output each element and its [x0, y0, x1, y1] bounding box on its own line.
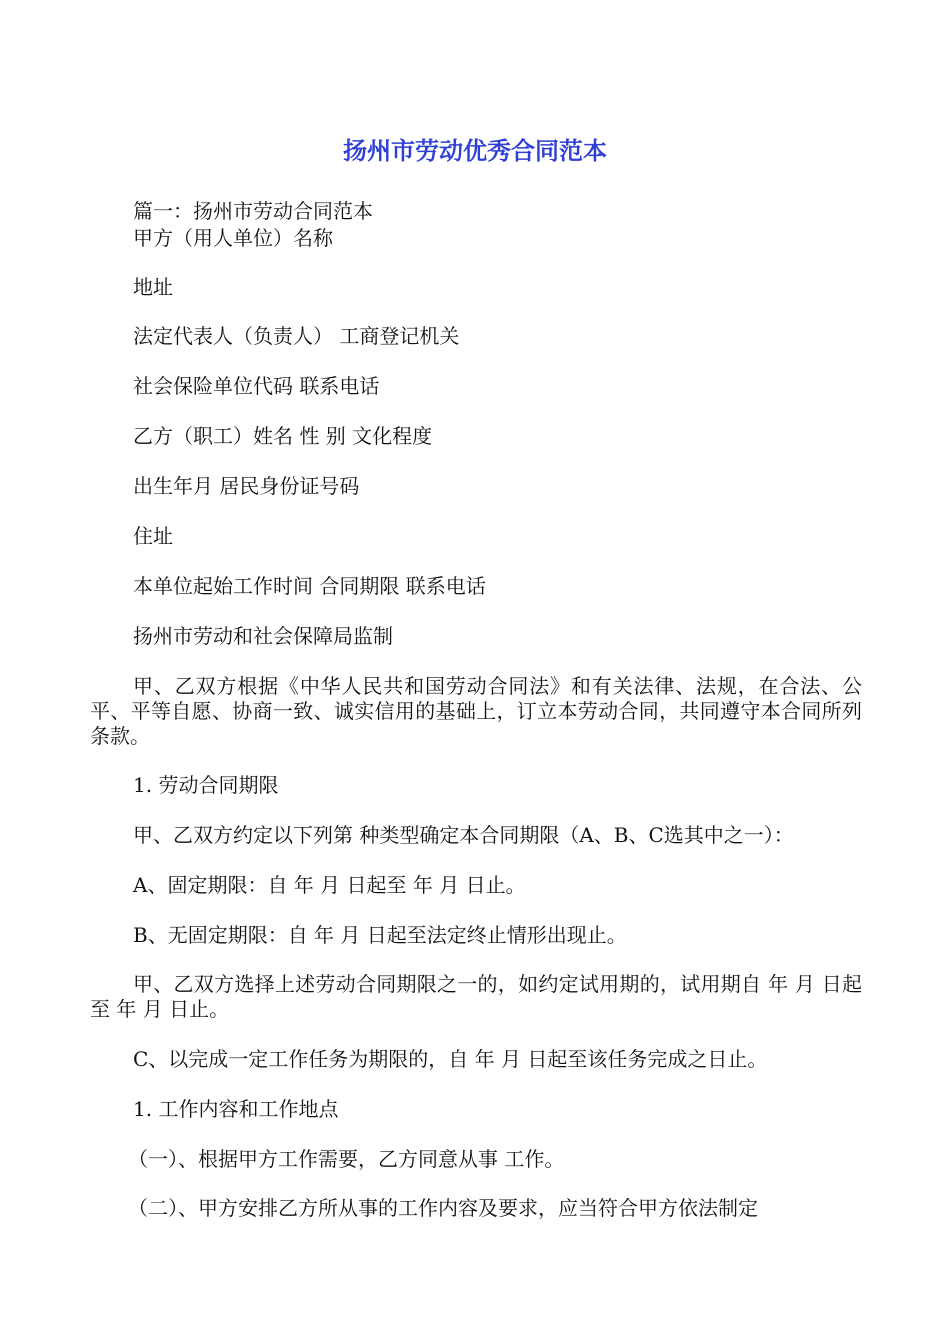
term-option-c: C、以完成一定工作任务为期限的，自 年 月 日起至该任务完成之日止。 [133, 1047, 768, 1071]
work-item-1: （一）、根据甲方工作需要，乙方同意从事 工作。 [128, 1147, 565, 1171]
document-title: 扬州市劳动优秀合同范本 [343, 137, 607, 165]
social-insurance-line: 社会保险单位代码 联系电话 [133, 374, 380, 398]
birth-id-line: 出生年月 居民身份证号码 [133, 474, 360, 498]
clause-heading-term: 1. 劳动合同期限 [133, 773, 279, 797]
legal-representative-line: 法定代表人（负责人） 工商登记机关 [133, 324, 460, 348]
employee-info-line: 乙方（职工）姓名 性 别 文化程度 [133, 424, 433, 448]
supervisor-line: 扬州市劳动和社会保障局监制 [133, 624, 393, 648]
residence-line: 住址 [133, 524, 173, 548]
probation-paragraph: 甲、乙双方选择上述劳动合同期限之一的，如约定试用期的，试用期自 年 月 日起至 年 月 日止。 [90, 972, 862, 1021]
address-line: 地址 [133, 275, 173, 299]
clause-heading-work: 1. 工作内容和工作地点 [133, 1097, 339, 1121]
work-item-2: （二）、甲方安排乙方所从事的工作内容及要求，应当符合甲方依法制定 [128, 1196, 758, 1220]
section-heading: 篇一：扬州市劳动合同范本 [133, 199, 373, 223]
preamble-paragraph: 甲、乙双方根据《中华人民共和国劳动合同法》和有关法律、法规，在合法、公平、平等自愿、协商一致、诚实信用的基础上，订立本劳动合同，共同遵守本合同所列条款。 [90, 674, 862, 748]
employer-name-line: 甲方（用人单位）名称 [133, 226, 333, 250]
term-option-b: B、无固定期限：自 年 月 日起至法定终止情形出现止。 [133, 923, 627, 947]
start-date-line: 本单位起始工作时间 合同期限 联系电话 [133, 574, 486, 598]
term-option-a: A、固定期限：自 年 月 日起至 年 月 日止。 [133, 873, 526, 897]
term-type-paragraph: 甲、乙双方约定以下列第 种类型确定本合同期限（A、B、C选其中之一）： [133, 823, 794, 847]
